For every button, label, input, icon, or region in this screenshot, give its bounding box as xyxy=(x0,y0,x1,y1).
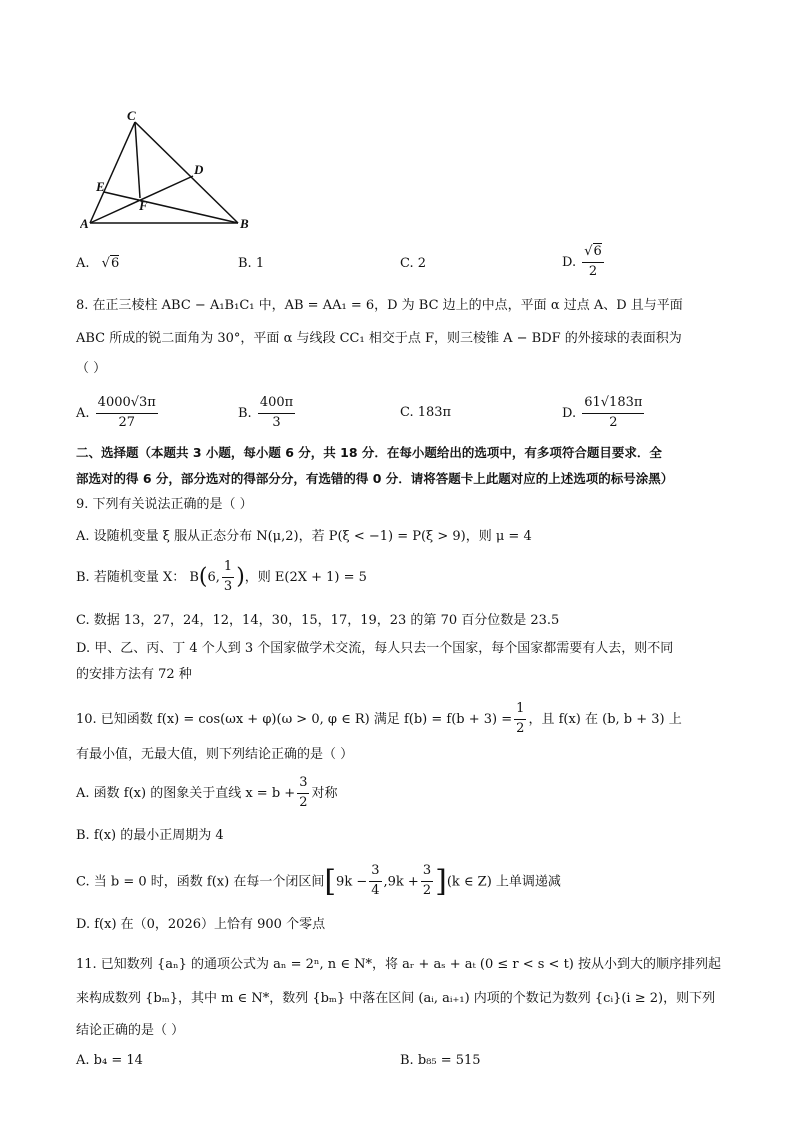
q9-stem: 9. 下列有关说法正确的是（ ） xyxy=(76,497,253,512)
q11-option-b: B. b₈₅ = 515 xyxy=(400,1053,481,1068)
q8-stem-line3: （ ） xyxy=(76,361,107,376)
triangle-figure xyxy=(80,104,260,234)
q8-option-c: C. 183π xyxy=(400,405,452,420)
q10-option-a: A. 函数 f(x) 的图象关于直线 x = b + $\frac{3}{2}$ 对称 xyxy=(76,775,338,810)
q11-stem-line2: 来构成数列 {bₘ}，其中 m ∈ N*，数列 {bₘ} 中落在区间 (aᵢ, aᵢ₊₁) 内项的个数记为数列 {cᵢ}(i ≥ 2)，则下列 xyxy=(76,991,716,1006)
label-d: D xyxy=(194,162,204,177)
q9-option-d-line2: 的安排方法有 72 种 xyxy=(76,667,192,682)
section2-heading-line1: 二、选择题（本题共 3 小题，每小题 6 分，共 18 分．在每小题给出的选项中，有多项符合题目要求．全 xyxy=(76,445,662,460)
q11-option-a: A. b₄ = 14 xyxy=(76,1053,143,1068)
q9-option-c: C. 数据 13，27，24，12，14，30，15，17，19，23 的第 70 百分位数是 23.5 xyxy=(76,613,560,628)
q9-option-b: B. 若随机变量 X： B(6, $\frac{1}{3}$ )，则 E(2X + 1) = 5 xyxy=(76,559,367,594)
q11-stem-line1: 11. 已知数列 {aₙ} 的通项公式为 aₙ = 2ⁿ, n ∈ N*，将 aᵣ + aₛ + aₜ (0 ≤ r < s < t) 按从小到大的顺序排列起 xyxy=(76,957,722,972)
q10-option-c: C. 当 b = 0 时，函数 f(x) 在每一个闭区间[9k − $\frac{3}{4}$ ,9k + $\frac{3}{2}$ ](k ∈ Z) 上单调递减 xyxy=(76,863,561,899)
q10-option-d: D. f(x) 在（0，2026）上恰有 900 个零点 xyxy=(76,917,326,932)
q7-option-a-value: 6 xyxy=(110,256,120,271)
q8-stem-line2: ABC 所成的锐二面角为 30°，平面 α 与线段 CC₁ 相交于点 F，则三棱锥 A − BDF 的外接球的表面积为 xyxy=(76,331,682,346)
q9-option-d-line1: D. 甲、乙、丙、丁 4 个人到 3 个国家做学术交流，每人只去一个国家，每个国家都需要有人去，则不同 xyxy=(76,641,674,656)
q7-option-b: B. 1 xyxy=(238,256,265,271)
q8-option-b: B. $\frac{400\pi}{3}$ xyxy=(238,395,294,430)
q10-option-b: B. f(x) 的最小正周期为 4 xyxy=(76,828,224,843)
q8-option-a: A. $\frac{4000√3\pi}{27}$ xyxy=(76,395,156,430)
q11-stem-line3: 结论正确的是（ ） xyxy=(76,1023,185,1038)
q7-option-a: A. √6 xyxy=(76,256,120,271)
q7-option-d: D. $\frac{√6}{2}$ xyxy=(562,244,602,279)
label-b: B xyxy=(240,216,249,231)
label-f: F xyxy=(139,198,148,213)
q10-stem-line1: 10. 已知函数 f(x) = cos(ωx + φ)(ω > 0, φ ∈ R) 满足 f(b) = f(b + 3) = $\frac{1}{2}$ ，且 f(x) 在 (b, b + 3) 上 xyxy=(76,701,682,736)
q8-option-d: D. $\frac{61√183\pi}{2}$ xyxy=(562,395,643,430)
label-c: C xyxy=(127,108,136,123)
segment-cf xyxy=(135,122,140,198)
q7-option-c: C. 2 xyxy=(400,256,427,271)
section2-heading-line2: 部选对的得 6 分，部分选对的得部分分，有选错的得 0 分．请将答题卡上此题对应的上述选项的标号涂黑） xyxy=(76,471,674,486)
q9-option-a: A. 设随机变量 ξ 服从正态分布 N(μ,2)，若 P(ξ < −1) = P(ξ > 9)，则 μ = 4 xyxy=(76,529,532,544)
q10-stem-line2: 有最小值，无最大值，则下列结论正确的是（ ） xyxy=(76,747,354,762)
q8-stem-line1: 8. 在正三棱柱 ABC − A₁B₁C₁ 中，AB = AA₁ = 6，D 为 BC 边上的中点，平面 α 过点 A、D 且与平面 xyxy=(76,298,683,313)
label-e: E xyxy=(96,179,105,194)
edge-ca xyxy=(90,122,135,223)
edge-cb xyxy=(135,122,238,223)
label-a: A xyxy=(80,216,89,231)
